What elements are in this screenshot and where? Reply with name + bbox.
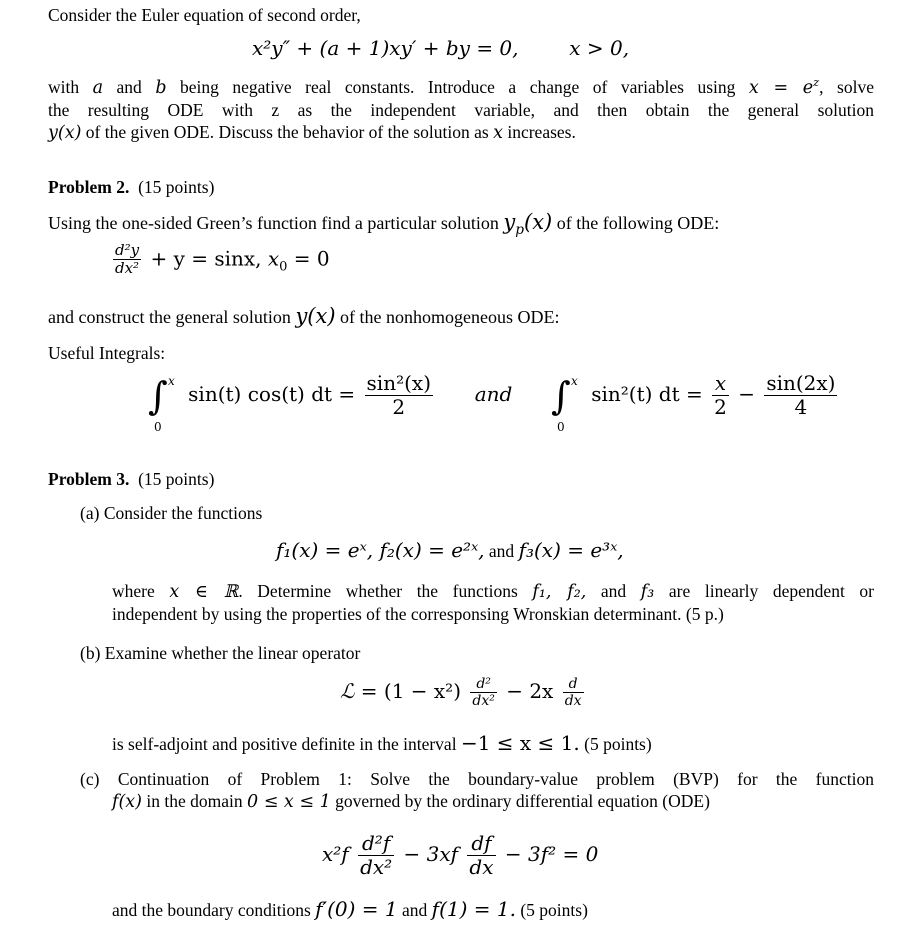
part-c-line-2: f(x) in the domain 0 ≤ x ≤ 1 governed by the ordinary differential equation (ODE)	[112, 791, 710, 812]
intro-paragraph	[48, 76, 874, 144]
problem-3-heading: Problem 3. (15 points)	[48, 469, 215, 489]
intro-line-3: the resulting ODE with z as the independent variable, and then obtain the general solution	[48, 100, 874, 120]
part-a-line-3: independent by using the properties of the corresponsing Wronskian determinant. (5 p.)	[112, 604, 724, 624]
integral-2: ∫ x 0	[551, 373, 578, 434]
operator-second-derivative: $\frac{\text{d²}}{\text{dx²}}$	[472, 676, 495, 710]
part-c-line-3: and the boundary conditions f′(0) = 1 and f(1) = 1. (5 points)	[112, 897, 588, 921]
part-c-paragraph	[80, 768, 874, 813]
operator-first-derivative: $\frac{d}{dx}$	[564, 676, 582, 710]
part-a-paragraph	[112, 580, 874, 625]
intro-line-1: Consider the Euler equation of second order,	[48, 5, 361, 25]
euler-condition: x > 0,	[569, 36, 630, 60]
problem-2-line-2: and construct the general solution y(x) of the nonhomogeneous ODE:	[48, 304, 560, 328]
problem-2-line-1: Using the one-sided Green’s function find a particular solution $y_p(x)$ of the following ODE:	[48, 210, 720, 239]
part-a-functions: f₁(x) = eˣ, f₂(x) = e²ˣ, and f₃(x) = e³ˣ,	[276, 538, 624, 562]
part-b-operator: ℒ = (1 − x²) $\frac{\text{d²}}{\text{dx²}}$ − 2x $\frac{d}{dx}$	[340, 676, 582, 710]
useful-integrals: ∫ x 0 sin(t) cos(t) dt = $\frac{\text{sin²(x)}}{2}$ and ∫ x 0 sin²(t) dt = $\frac{x}{2}$ − $\frac{\sin(2x)}{4}$	[148, 371, 836, 434]
euler-equation	[252, 36, 629, 60]
intro-line-4: y(x) of the given ODE. Discuss the behavior of the solution as x increases.	[48, 122, 576, 143]
integral-1-result: $\frac{\text{sin²(x)}}{2}$	[366, 371, 431, 419]
problem-2-heading: Problem 2. (15 points)	[48, 177, 215, 197]
ode-second-derivative: $\frac{\text{d²f}}{\text{dx²}}$	[360, 831, 393, 879]
problem-2-ode: $\frac{\text{d²y}}{\text{dx²}}$ + y = sinx, $x_0 = 0$	[115, 241, 330, 278]
integral-2-term-1: $\frac{x}{2}$	[714, 371, 727, 419]
integral-2-term-2: $\frac{\sin(2x)}{4}$	[766, 371, 836, 419]
intro-line-2: with a and b being negative real constants. Introduce a change of variables using $x = e^z$, solve	[48, 75, 874, 98]
useful-integrals-label: Useful Integrals:	[48, 343, 166, 363]
part-b-intro: (b) Examine whether the linear operator	[80, 643, 361, 663]
part-a-intro: (a) Consider the functions	[80, 503, 263, 523]
integral-1: ∫ x 0	[148, 373, 175, 434]
ode-derivative-fraction: $\frac{\text{d²y}}{\text{dx²}}$	[115, 241, 140, 278]
part-a-line-2: where x ∈ ℝ. Determine whether the functions f₁, f₂, and f₃ are linearly dependent or	[112, 581, 874, 602]
part-c-line-1: (c) Continuation of Problem 1: Solve the boundary-value problem (BVP) for the function	[80, 769, 874, 789]
euler-equation-body: x²y″ + (a + 1)xy′ + by = 0,	[252, 36, 519, 60]
part-b-line-2: is self-adjoint and positive definite in the interval −1 ≤ x ≤ 1. (5 points)	[112, 731, 652, 755]
part-c-ode: x²f $\frac{\text{d²f}}{\text{dx²}}$ − 3xf $\frac{df}{dx}$ − 3f² = 0	[322, 831, 599, 879]
ode-first-derivative: $\frac{df}{dx}$	[469, 831, 494, 879]
